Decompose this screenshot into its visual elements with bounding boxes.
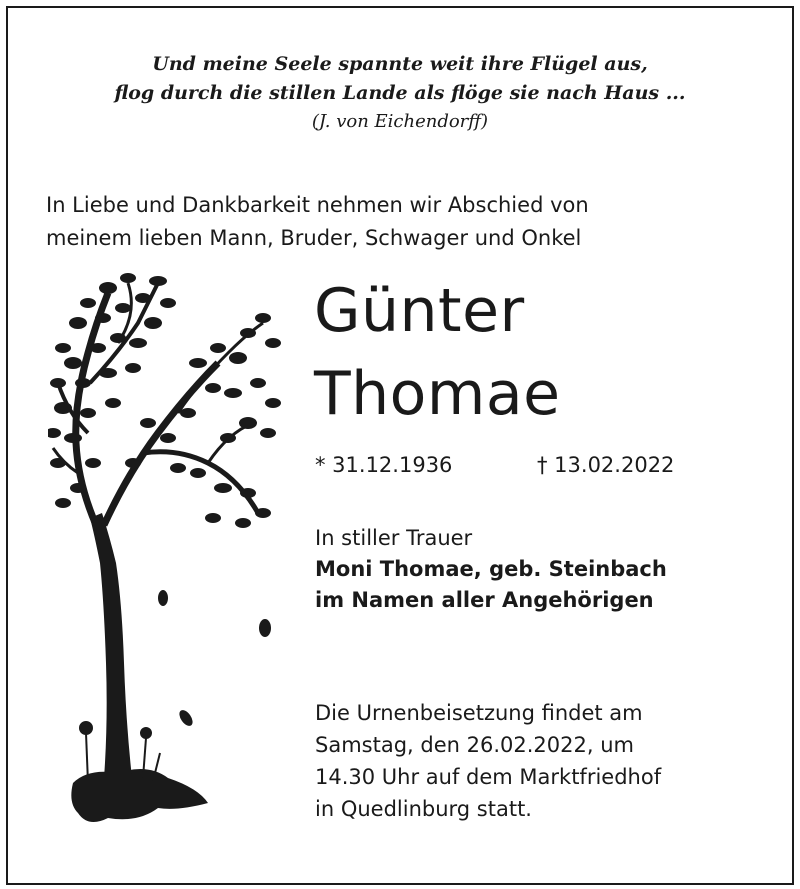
quote-line-2: flog durch die stillen Lande als flöge sie nach Haus ... xyxy=(114,82,686,104)
funeral-line-3: 14.30 Uhr auf dem Marktfriedhof xyxy=(315,765,662,789)
intro-line-2: meinem lieben Mann, Bruder, Schwager und Onkel xyxy=(46,226,582,250)
deceased-name xyxy=(314,270,561,436)
obituary-notice xyxy=(6,6,794,885)
last-name: Thomae xyxy=(314,359,561,429)
tree-icon xyxy=(48,263,288,843)
intro-line-1: In Liebe und Dankbarkeit nehmen wir Abschied von xyxy=(46,193,589,217)
intro-text xyxy=(46,189,589,255)
funeral-line-2: Samstag, den 26.02.2022, um xyxy=(315,733,634,757)
birth-date: * 31.12.1936 xyxy=(315,453,453,477)
mourners-block xyxy=(315,523,667,616)
funeral-info xyxy=(315,697,661,825)
mourner-family: im Namen aller Angehörigen xyxy=(315,588,654,612)
funeral-line-4: in Quedlinburg statt. xyxy=(315,797,532,821)
first-name: Günter xyxy=(314,276,525,346)
quote-line-1: Und meine Seele spannte weit ihre Flügel aus, xyxy=(152,53,648,75)
mourner-name: Moni Thomae, geb. Steinbach xyxy=(315,557,667,581)
life-dates xyxy=(315,450,675,480)
poem-quote xyxy=(8,50,792,136)
quote-author: (J. von Eichendorff) xyxy=(311,111,489,132)
mourning-heading: In stiller Trauer xyxy=(315,526,473,550)
funeral-line-1: Die Urnenbeisetzung findet am xyxy=(315,701,643,725)
death-date: † 13.02.2022 xyxy=(537,453,675,477)
